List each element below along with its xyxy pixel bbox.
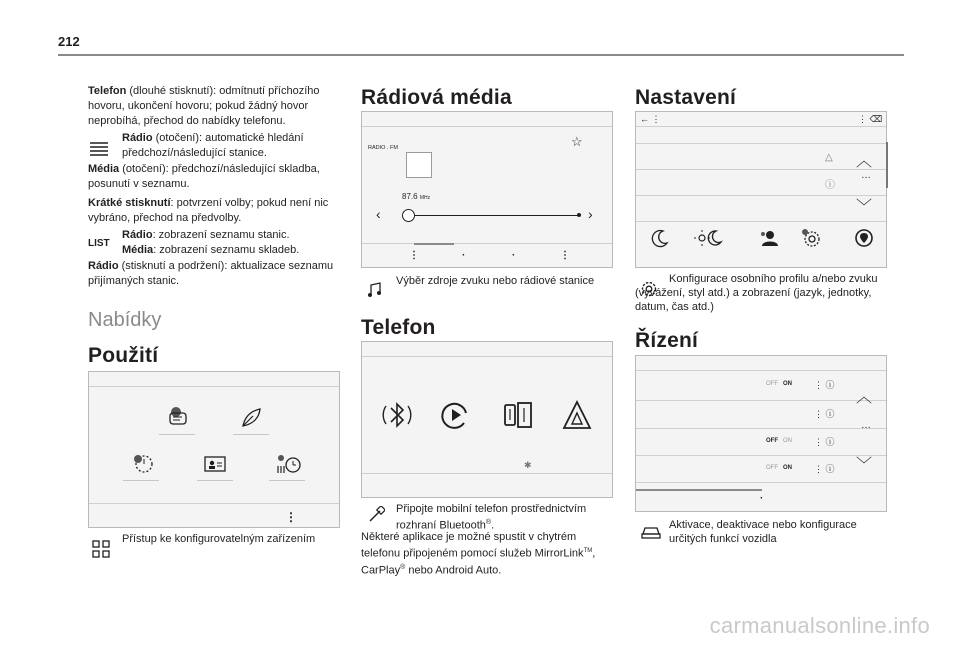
contact-card-icon[interactable] (203, 454, 227, 474)
carplay-icon[interactable] (440, 399, 470, 431)
screen-divider (636, 455, 886, 456)
android-auto-icon[interactable] (562, 400, 592, 430)
phone-caption-text-1: Připojte mobilní telefon prostřednictvím rozhraní Bluetooth (396, 503, 587, 532)
list-media-paragraph (122, 243, 338, 258)
settings-screen (635, 111, 887, 268)
screen-divider (636, 428, 886, 429)
list-lines-icon (88, 140, 110, 158)
use-caption: Přístup ke konfigurovatelným zařízením (122, 533, 316, 545)
warning-icon: △ (825, 152, 833, 163)
slider-handle[interactable] (402, 209, 415, 222)
heating-timer-icon[interactable] (275, 452, 303, 476)
settings-caption: Konfigurace osobního profilu a/nebo zvuku (vyvážení, styl atd.) a zobrazení (jazyk, jednotky, datum, čas atd.) (635, 273, 878, 313)
screen-divider (636, 400, 886, 401)
car-icon (640, 524, 662, 540)
screen-divider (636, 195, 886, 196)
profile-icon[interactable] (758, 229, 778, 247)
watermark: carmanualsonline.info (709, 613, 930, 638)
toggle-off-label: OFF (766, 381, 778, 387)
list-media-label: Média (122, 244, 154, 256)
toggle-on-label: ON (783, 438, 793, 444)
scroll-dots: … (861, 170, 871, 181)
scrollbar[interactable] (886, 142, 888, 188)
radio-hold-paragraph (88, 259, 338, 289)
screen-divider (89, 386, 339, 387)
short-press-text: : potvrzení volby; pokud není nic vybráno, přechod na předvolby. (88, 197, 329, 224)
short-press-paragraph (88, 196, 338, 226)
eco-leaf-icon[interactable] (239, 406, 263, 428)
menus-heading: Nabídky (88, 309, 162, 331)
media-text: (otočení): předchozí/následující skladba, posunutí v seznamu. (88, 163, 320, 190)
screen-divider (362, 126, 612, 127)
phone-caption-apps (361, 530, 617, 577)
more-options-icon[interactable]: ⋮ (560, 250, 570, 261)
chat-bubble-icon[interactable] (167, 404, 191, 428)
row-info-icons[interactable]: ⋮ ⓘ (814, 380, 835, 390)
bluetooth-status-icon: ✱ (524, 460, 532, 470)
screen-divider (362, 356, 612, 357)
phone-caption-text-3: Některé aplikace je možné spustit v chytrém telefonu připojeném pomocí služeb MirrorLink (361, 531, 584, 560)
registered-mark: ® (400, 563, 406, 571)
more-options-icon[interactable]: ⋮ (409, 250, 419, 261)
scroll-down-button[interactable]: ﹀ (856, 199, 873, 216)
screen-divider (362, 473, 612, 474)
screen-divider (636, 221, 886, 222)
radio-hold-text: (stisknutí a podržení): aktualizace seznamu přijímaných stanic. (88, 260, 334, 287)
next-station-button[interactable]: › (588, 206, 593, 222)
icon-underline (269, 480, 305, 481)
scroll-down-button[interactable]: ﹀ (856, 457, 873, 474)
phone-caption-text-4: , CarPlay (361, 547, 596, 577)
driving-caption: Aktivace, deaktivace nebo konfigurace určitých funkcí vozidla (669, 519, 857, 545)
sound-settings-icon[interactable] (800, 227, 822, 249)
icon-underline (123, 480, 159, 481)
list-radio-label: Rádio (122, 229, 153, 241)
screen-divider (636, 126, 886, 127)
row-info-icons[interactable]: ⋮ ⓘ (814, 409, 835, 419)
use-screen (88, 371, 340, 528)
phone-caption-text-2: . (491, 519, 495, 532)
toggle-on-label: ON (783, 465, 793, 471)
phone-text: (dlouhé stisknutí): odmítnutí příchozího hovoru, ukončení hovoru; pokud žádný hovor neprobíhá, přechod do nabídky telefonu. (88, 85, 320, 127)
toggle-off-label: OFF (766, 438, 778, 444)
previous-station-button[interactable]: ‹ (376, 206, 381, 222)
day-night-icon[interactable] (694, 228, 724, 248)
scroll-dots: … (861, 420, 871, 431)
toggle-switch[interactable] (766, 465, 792, 471)
favorite-star-icon[interactable]: ☆ (571, 134, 583, 149)
mirrorlink-icon[interactable] (502, 400, 534, 430)
screen-divider (89, 503, 339, 504)
radio-label: Rádio (122, 132, 153, 144)
radio-screen (361, 111, 613, 268)
bluetooth-icon[interactable] (382, 398, 412, 432)
menu-trash-icons[interactable]: ⋮ ⌫ (858, 114, 883, 124)
row-info-icons[interactable]: ⋮ ⓘ (814, 464, 835, 474)
screen-divider (636, 370, 886, 371)
back-arrow-icon[interactable]: ← ⋮ (640, 114, 661, 124)
radio-rotate-paragraph (122, 131, 338, 161)
list-key-label: LIST (88, 238, 110, 249)
timer-settings-icon[interactable] (131, 452, 155, 476)
phone-screen (361, 341, 613, 498)
night-mode-icon[interactable] (650, 228, 670, 248)
radio-hold-label: Rádio (88, 260, 119, 272)
music-note-icon (366, 281, 384, 299)
page-number: 212 (58, 34, 80, 49)
radio-media-heading: Rádiová média (361, 86, 512, 109)
icon-underline (159, 434, 195, 435)
header-rule (58, 54, 904, 56)
radio-caption: Výběr zdroje zvuku nebo rádiové stanice (396, 275, 595, 287)
slider-end-dot (577, 213, 581, 217)
phone-caption-text-5: nebo Android Auto. (405, 564, 502, 577)
settings-heading: Nastavení (635, 86, 737, 109)
media-label: Média (88, 163, 120, 175)
info-icon: ⓘ (825, 180, 835, 191)
list-radio-text: : zobrazení seznamu stanic. (152, 229, 290, 241)
toggle-off-label: OFF (766, 465, 778, 471)
media-rotate-paragraph (88, 162, 338, 192)
screen-divider (362, 243, 612, 244)
screen-divider (636, 143, 886, 144)
apps-grid-icon (92, 540, 110, 558)
frequency-value (402, 192, 430, 201)
frequency-unit: MHz (419, 195, 431, 201)
toggle-switch[interactable] (766, 438, 792, 444)
radio-text: (otočení): automatické hledání předchozí/následující stanice. (122, 132, 304, 159)
list-media-text: : zobrazení seznamu skladeb. (153, 244, 300, 256)
toggle-switch[interactable] (766, 381, 792, 387)
phone-heading: Telefon (361, 316, 436, 339)
station-artwork (406, 152, 432, 178)
dot-icon[interactable]: · (512, 250, 516, 261)
short-press-label: Krátké stisknutí (88, 197, 171, 209)
row-info-icons[interactable]: ⋮ ⓘ (814, 437, 835, 447)
trademark-mark: TM (583, 548, 593, 554)
frequency-slider[interactable] (408, 215, 580, 216)
frequency-number: 87.6 (402, 192, 418, 201)
screen-divider (636, 169, 886, 170)
phone-label: Telefon (88, 85, 127, 97)
location-settings-icon[interactable] (854, 228, 874, 248)
driving-heading: Řízení (635, 329, 699, 352)
driving-screen (635, 355, 887, 512)
scroll-up-button[interactable]: ︿ (856, 389, 873, 406)
icon-underline (233, 434, 269, 435)
page-indicator (636, 489, 762, 491)
registered-mark: ® (485, 519, 492, 526)
usb-cable-icon (367, 506, 385, 524)
radio-band-label: RADIO . FM (368, 145, 398, 151)
dot-icon[interactable]: · (462, 250, 466, 261)
icon-underline (197, 480, 233, 481)
more-options-icon[interactable]: ⋮ (285, 510, 297, 524)
phone-caption-bluetooth (396, 502, 614, 533)
toggle-on-label: ON (783, 381, 793, 387)
dot-icon[interactable]: · (760, 493, 764, 504)
screen-divider (636, 482, 886, 483)
list-radio-paragraph (122, 228, 338, 243)
page-indicator (414, 243, 454, 245)
use-heading: Použití (88, 344, 159, 367)
phone-paragraph (88, 84, 338, 129)
scroll-up-button[interactable]: ︿ (856, 153, 873, 170)
